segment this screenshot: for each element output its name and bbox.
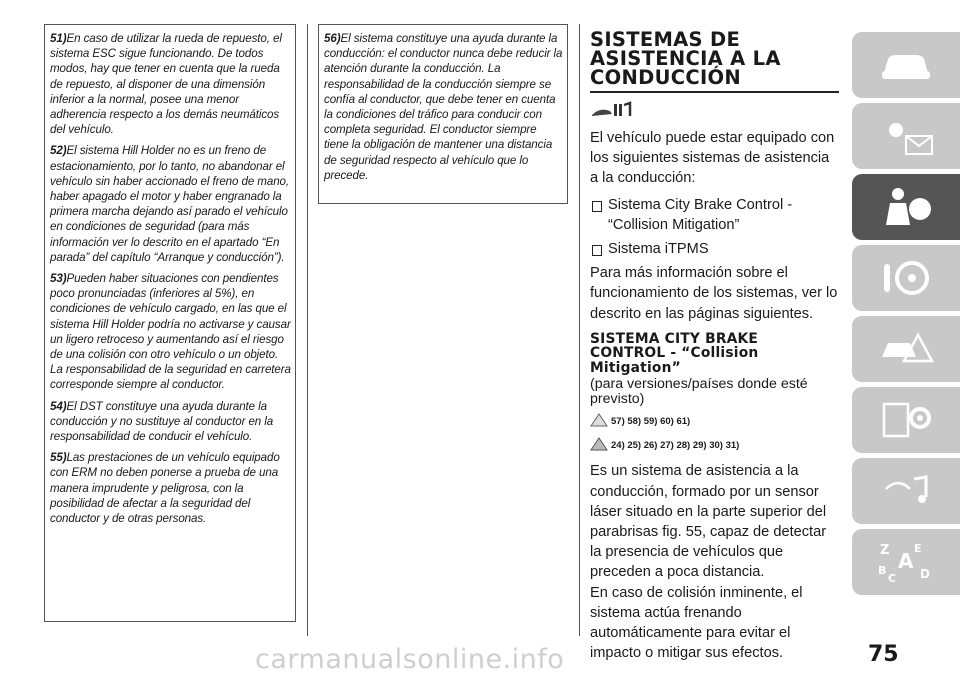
tab-emergency[interactable] (852, 316, 960, 382)
tab-warning-lights[interactable] (852, 103, 960, 169)
notes-box-middle (318, 24, 568, 204)
tab-car-overview[interactable] (852, 32, 960, 98)
body-paragraph: Es un sistema de asistencia a la conducción, formado por un sensor láser situado en la parte superior del parabrisas fig. 55, capaz de detectar la presencia de vehículos que preceden a poca distancia. (590, 463, 827, 581)
body-paragraph-2: En caso de colisión inminente, el sistema actúa frenando automáticamente para evitar el impacto o mitigar sus efectos. (590, 584, 803, 662)
tab-index[interactable] (852, 529, 960, 595)
reference-notes-1: 57) 58) 59) 60) 61) (590, 413, 840, 427)
bullet-itpms: Sistema iTPMS (590, 239, 840, 259)
svg-text:B: B (878, 564, 887, 577)
alphabet-index-icon (876, 540, 936, 584)
caution-triangle-icon (590, 437, 608, 451)
seatbelt-airbag-icon (876, 185, 936, 229)
svg-text:C: C (888, 572, 897, 584)
main-content (590, 30, 840, 669)
tab-safety[interactable] (852, 174, 960, 240)
svg-text:Z: Z (880, 543, 890, 558)
more-info-paragraph: Para más información sobre el funcionamiento de los sistemas, ver lo descrito en las páginas siguientes. (590, 265, 838, 322)
notes-box-left (44, 24, 296, 622)
chapter-tabs (852, 32, 960, 600)
tab-multimedia[interactable] (852, 458, 960, 524)
title-rule (590, 91, 839, 93)
maintenance-gear-icon (876, 398, 936, 442)
bullet-city-brake: Sistema City Brake Control - “Collision Mitigation” (590, 195, 840, 235)
page-number: 75 (868, 642, 899, 667)
tab-starting-driving[interactable] (852, 245, 960, 311)
car-icon (876, 45, 936, 85)
column-divider (307, 24, 308, 636)
column-divider (579, 24, 580, 636)
section-title: SISTEMAS DE ASISTENCIA A LA CONDUCCIÓN (590, 28, 781, 89)
tab-maintenance[interactable] (852, 387, 960, 453)
warning-triangle-icon (590, 413, 608, 427)
note-51: 51)En caso de utilizar la rueda de repuesto, el sistema ESC sigue funcionando. De todos modos, hay que tener en cuenta que la rueda de repuesto, al disponer de una dimensión inferior a la normal, posee una menor adherencia respecto a los demás neumáticos del vehículo. (50, 32, 282, 137)
checkbox-bullet-icon (592, 201, 602, 212)
intro-paragraph: El vehículo puede estar equipado con los siguientes sistemas de asistencia a la conducción: (590, 130, 835, 187)
watermark: carmanualsonline.info (255, 644, 565, 675)
note-52: 52)El sistema Hill Holder no es un freno de estacionamiento, por lo tanto, no abandonar el vehículo sin haber accionado el freno de mano, haber apagado el motor y haber engranado la primera marcha dejando así parado el vehículo en condiciones de seguridad (para más información ver lo descrito en el apartado “En parada” del capítulo “Arranque y conducción”). (50, 144, 290, 264)
svg-text:A: A (898, 549, 914, 573)
note-54: 54)El DST constituye una ayuda durante la conducción y no sustituye al conductor en la responsabilidad de conducir el vehículo. (50, 399, 274, 444)
reference-notes-2: 24) 25) 26) 27) 28) 29) 30) 31) (590, 437, 840, 451)
svg-text:D: D (920, 567, 930, 581)
lane-assist-icon (590, 101, 840, 124)
emergency-car-icon (876, 327, 936, 371)
subsection-title: SISTEMA CITY BRAKE CONTROL - “Collision Mitigation” (590, 330, 759, 376)
multimedia-music-icon (876, 469, 936, 513)
dashboard-light-icon (876, 114, 936, 158)
checkbox-bullet-icon (592, 245, 602, 256)
svg-text:E: E (914, 542, 922, 555)
steering-wheel-icon (876, 256, 936, 300)
availability-note: (para versiones/países donde esté previsto) (590, 376, 808, 408)
note-53: 53)Pueden haber situaciones con pendientes poco pronunciadas (inferiores al 5%), en condiciones de vehículo cargado, en las que el sistema Hill Holder podría no activarse y causar un ligero retroceso y aumentando así el riesgo de una colisión con otro vehículo o un objeto. La responsabilidad de la seguridad en carretera corresponde siempre al conductor. (50, 272, 291, 392)
note-55: 55)Las prestaciones de un vehículo equipado con ERM no deben ponerse a prueba de una manera imprudente y peligrosa, con la posibilidad de afectar a la seguridad del conductor y de otras personas. (50, 451, 280, 526)
note-56: 56)El sistema constituye una ayuda durante la conducción: el conductor nunca debe reducir la atención durante la conducción. La responsabilidad de la conducción siempre se confía al conductor, que debe tener en cuenta la condiciones del tráfico para conducir con completa seguridad. El conductor siempre tiene la obligación de mantener una distancia de seguridad respecto al vehículo que lo precede. (324, 32, 563, 182)
